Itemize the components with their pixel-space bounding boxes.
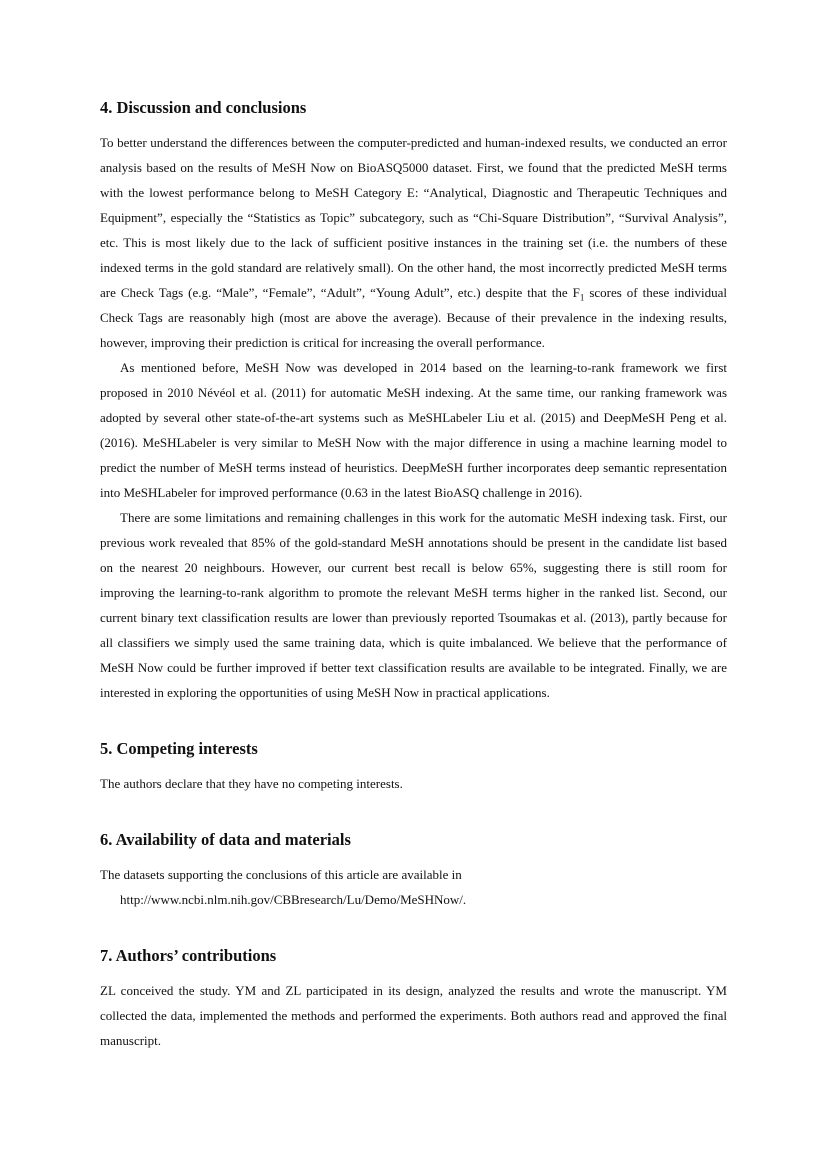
paragraph-limitations: There are some limitations and remaining challenges in this work for the automatic MeSH indexing task. First, our previous work revealed that 85% of the gold-standard MeSH annotations should be present in the candidate list based on the nearest 20 neighbours. However, our current best recall is below 65%, suggesting there is still room for improving the learning-to-rank algorithm to promote the relevant MeSH terms higher in the ranked list. Second, our current binary text classification results are lower than previously reported Tsoumakas et al. (2013), partly because for all classifiers we simply used the same training data, which is quite imbalanced. We believe that the performance of MeSH Now could be further improved if better text classification results are available to be integrated. Finally, we are interested in exploring the opportunities of using MeSH Now in practical applications. <box>100 510 727 700</box>
section-heading: 7. Authors’ contributions <box>100 946 277 965</box>
availability-url[interactable]: http://www.ncbi.nlm.nih.gov/CBBresearch/Lu/Demo/MeSHNow/. <box>120 892 467 907</box>
paragraph-competing-interests: The authors declare that they have no competing interests. <box>100 776 403 791</box>
paragraph-related-work: As mentioned before, MeSH Now was developed in 2014 based on the learning-to-rank framework we first proposed in 2010 Névéol et al. (2011) for automatic MeSH indexing. At the same time, our ranking framework was adopted by several other state-of-the-art systems such as MeSHLabeler Liu et al. (2015) and DeepMeSH Peng et al. (2016). MeSHLabeler is very similar to MeSH Now with the major difference in using a machine learning model to predict the number of MeSH terms instead of heuristics. DeepMeSH further incorporates deep semantic representation into MeSHLabeler for improved performance (0.63 in the latest BioASQ challenge in 2016). <box>100 360 727 500</box>
section-contributions <box>100 944 727 1053</box>
section-competing-interests <box>100 737 727 796</box>
paragraph-contributions: ZL conceived the study. YM and ZL participated in its design, analyzed the results and wrote the manuscript. YM collected the data, implemented the methods and performed the experiments. Both authors read and approved the final manuscript. <box>100 983 727 1048</box>
paragraph-availability: The datasets supporting the conclusions of this article are available in <box>100 867 462 882</box>
section-heading: 4. Discussion and conclusions <box>100 98 307 117</box>
section-heading: 6. Availability of data and materials <box>100 830 351 849</box>
subscript: 1 <box>579 292 585 303</box>
section-discussion <box>100 96 727 705</box>
section-availability <box>100 828 727 912</box>
section-heading: 5. Competing interests <box>100 739 258 758</box>
paragraph-error-analysis: To better understand the differences between the computer-predicted and human-indexed results, we conducted an error analysis based on the results of MeSH Now on BioASQ5000 dataset. First, we found that the predicted MeSH terms with the lowest performance belong to MeSH Category E: “Analytical, Diagnostic and Therapeutic Techniques and Equipment”, especially the “Statistics as Topic” subcategory, such as “Chi-Square Distribution”, “Survival Analysis”, etc. This is most likely due to the lack of sufficient positive instances in the training set (i.e. the numbers of these indexed terms in the gold standard are relatively small). On the other hand, the most incorrectly predicted MeSH terms are Check Tags (e.g. “Male”, “Female”, “Adult”, “Young Adult”, etc.) despite that the $F_1$ scores of these individual Check Tags are reasonably high (most are above the average). Because of their prevalence in the indexing results, however, improving their prediction is critical for increasing the overall performance. <box>100 135 727 350</box>
